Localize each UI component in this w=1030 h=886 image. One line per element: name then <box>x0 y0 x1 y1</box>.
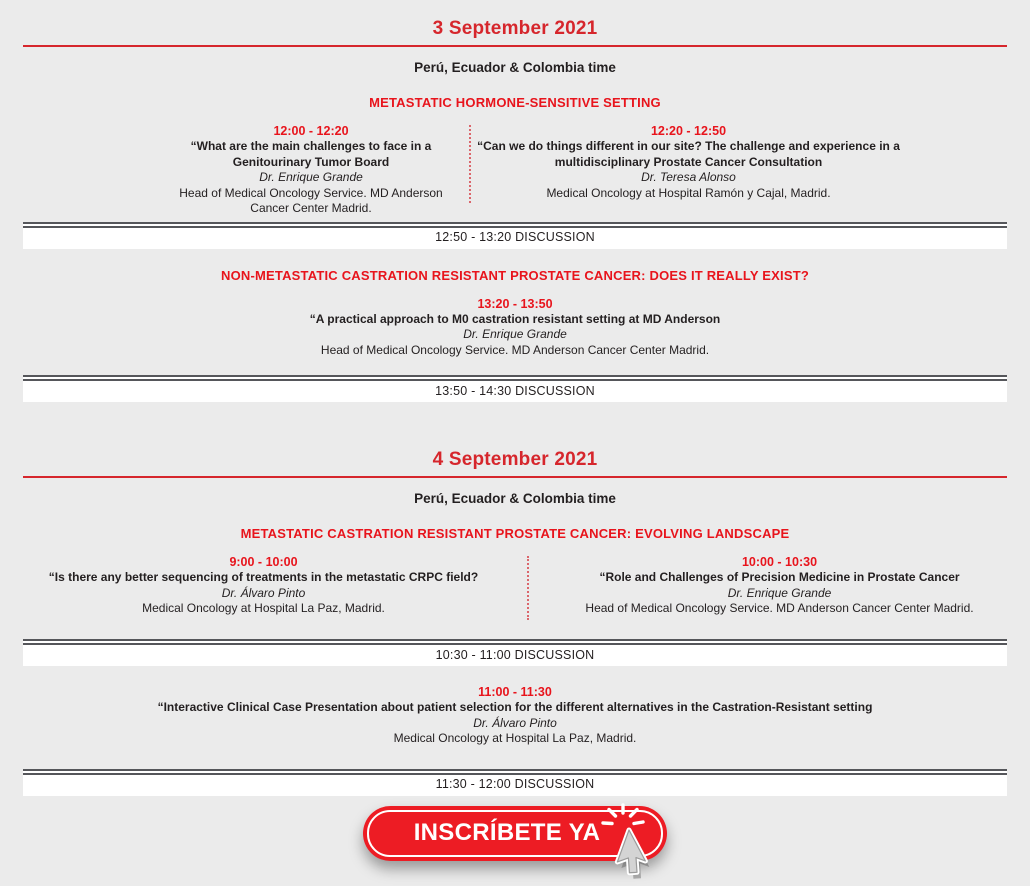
day-1-section <box>0 0 1030 402</box>
day-2-date-title: 4 September 2021 <box>432 449 598 470</box>
session-time: 11:00 - 11:30 <box>478 685 552 699</box>
session-affiliation: Head of Medical Oncology Service. MD Anderson Cancer Center Madrid. <box>585 601 974 615</box>
day-1-section-2-heading: NON-METASTATIC CASTRATION RESISTANT PROSTATE CANCER: DOES IT REALLY EXIST? <box>220 267 809 283</box>
session-speaker: Dr. Enrique Grande <box>727 585 832 600</box>
register-button-label: INSCRÍBETE YA <box>413 819 601 846</box>
red-divider-rule <box>23 476 1007 478</box>
session-affiliation: Medical Oncology at Hospital La Paz, Madrid. <box>142 601 385 615</box>
session-speaker: Dr. Enrique Grande <box>463 327 567 341</box>
session-speaker: Dr. Enrique Grande <box>259 170 363 184</box>
session-cell <box>471 123 1030 201</box>
session-cell <box>529 554 1030 617</box>
session-time: 9:00 - 10:00 <box>229 555 298 569</box>
session-speaker: Dr. Álvaro Pinto <box>221 585 306 600</box>
session-time: 10:00 - 10:30 <box>741 555 818 569</box>
cta-area <box>0 806 1030 861</box>
session-speaker: Dr. Álvaro Pinto <box>473 715 557 730</box>
session-title: “What are the main challenges to face in a Genitourinary Tumor Board <box>190 139 432 169</box>
day-1-timezone: Perú, Ecuador & Colombia time <box>414 60 616 75</box>
session-cell <box>0 123 469 217</box>
day-1-date-title: 3 September 2021 <box>432 18 598 39</box>
session-block <box>0 684 1030 747</box>
session-title: “Can we do things different in our site? The challenge and experience in a multidisciplinary Prostate Cancer Consultation <box>477 139 900 169</box>
red-divider-rule <box>23 45 1007 47</box>
session-time: 12:00 - 12:20 <box>273 124 349 138</box>
session-affiliation: Medical Oncology at Hospital Ramón y Cajal, Madrid. <box>546 185 831 200</box>
session-cell <box>0 554 527 617</box>
session-title: “Interactive Clinical Case Presentation about patient selection for the different alternatives in the Castration-Resistant setting <box>157 700 873 714</box>
session-affiliation: Medical Oncology at Hospital La Paz, Madrid. <box>393 731 637 745</box>
day-2-timezone: Perú, Ecuador & Colombia time <box>414 491 616 506</box>
session-block <box>0 296 1030 359</box>
discussion-bar: 13:50 - 14:30 DISCUSSION <box>23 375 1007 402</box>
day-2-section-1-heading: METASTATIC CASTRATION RESISTANT PROSTATE CANCER: EVOLVING LANDSCAPE <box>240 526 790 541</box>
discussion-bar: 11:30 - 12:00 DISCUSSION <box>23 769 1007 796</box>
session-time: 13:20 - 13:50 <box>477 296 553 311</box>
session-time: 12:20 - 12:50 <box>650 124 727 138</box>
session-affiliation: Head of Medical Oncology Service. MD Anderson Cancer Center Madrid. <box>179 185 443 215</box>
day-1-session-row <box>0 123 1030 217</box>
day-1-section-1-heading: METASTATIC HORMONE-SENSITIVE SETTING <box>369 95 661 110</box>
day-2-section <box>0 402 1030 796</box>
session-affiliation: Head of Medical Oncology Service. MD Anderson Cancer Center Madrid. <box>320 342 710 357</box>
session-title: “A practical approach to M0 castration resistant setting at MD Anderson <box>309 311 721 326</box>
session-title: “Role and Challenges of Precision Medicine in Prostate Cancer <box>599 570 960 584</box>
session-speaker: Dr. Teresa Alonso <box>641 170 736 184</box>
session-title: “Is there any better sequencing of treatments in the metastatic CRPC field? <box>48 570 479 584</box>
register-button[interactable] <box>363 806 667 861</box>
discussion-bar: 10:30 - 11:00 DISCUSSION <box>23 639 1007 666</box>
day-2-session-row <box>0 554 1030 620</box>
discussion-bar: 12:50 - 13:20 DISCUSSION <box>23 222 1007 249</box>
